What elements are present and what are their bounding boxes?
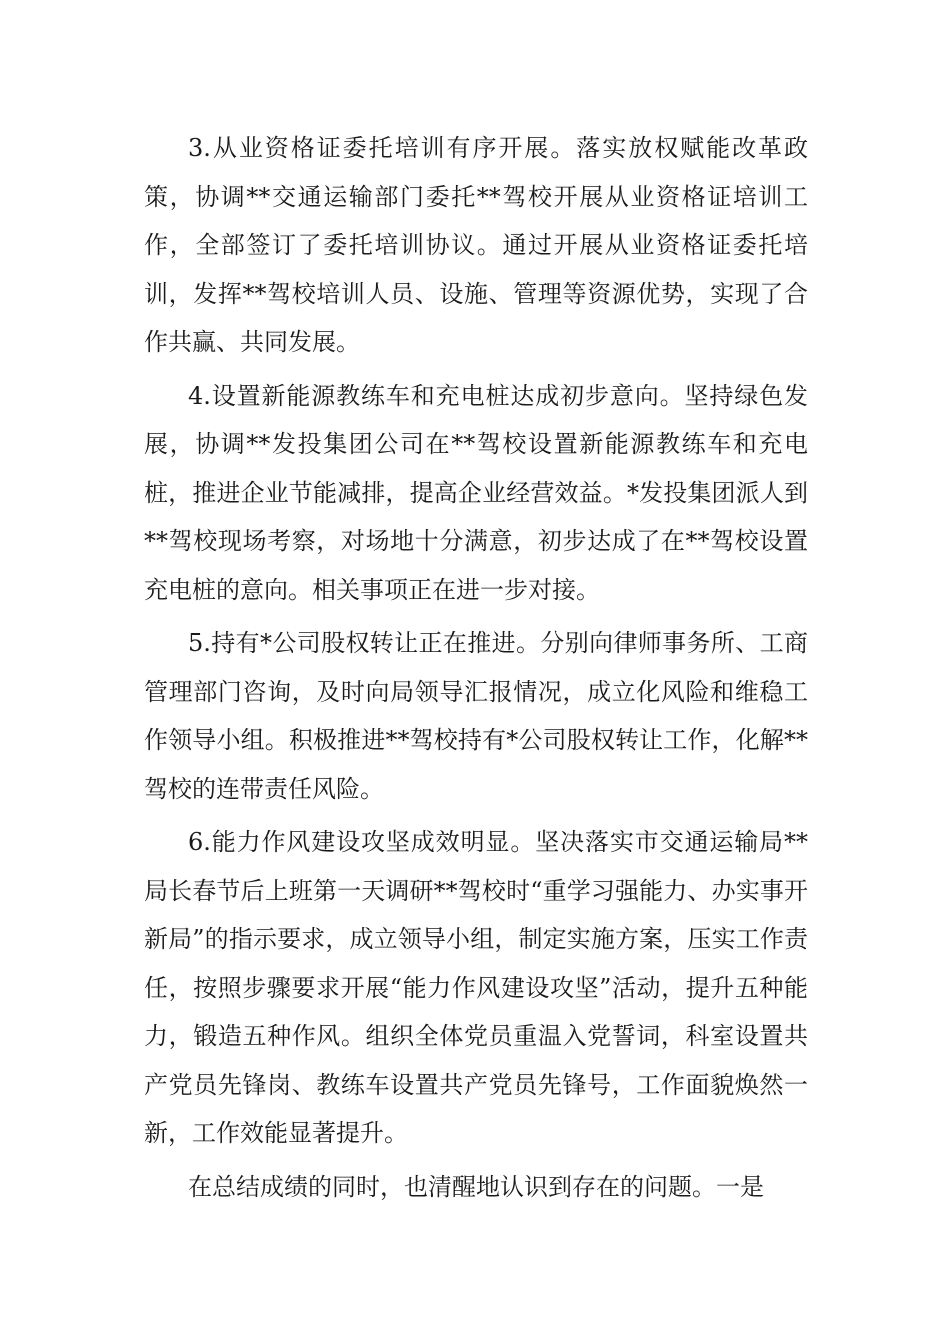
paragraph-item-6: 6.能力作风建设攻坚成效明显。坚决落实市交通运输局**局长春节后上班第一天调研**驾校时“重学习强能力、办实事开新局”的指示要求，成立领导小组，制定实施方案，压实工作责任，按照步骤要求开展“能力作风建设攻坚”活动，提升五种能力，锻造五种作风。组织全体党员重温入党誓词，科室设置共产党员先锋岗、教练车设置共产党员先锋号，工作面貌焕然一新，工作效能显著提升。 [144, 828, 808, 1147]
paragraph-problems: 在总结成绩的同时，也清醒地认识到存在的问题。一是 [188, 1172, 764, 1201]
document-body [144, 124, 808, 1216]
paragraph-item-3: 3.从业资格证委托培训有序开展。落实放权赋能改革政策，协调**交通运输部门委托**驾校开展从业资格证培训工作，全部签订了委托培训协议。通过开展从业资格证委托培训，发挥**驾校培训人员、设施、管理等资源优势，实现了合作共赢、共同发展。 [144, 134, 808, 356]
paragraph-item-5: 5.持有*公司股权转让正在推进。分别向律师事务所、工商管理部门咨询，及时向局领导汇报情况，成立化风险和维稳工作领导小组。积极推进**驾校持有*公司股权转让工作，化解**驾校的连带责任风险。 [144, 629, 808, 803]
paragraph-item-4: 4.设置新能源教练车和充电桩达成初步意向。坚持绿色发展，协调**发投集团公司在**驾校设置新能源教练车和充电桩，推进企业节能减排，提高企业经营效益。*发投集团派人到**驾校现场考察，对场地十分满意，初步达成了在**驾校设置充电桩的意向。相关事项正在进一步对接。 [144, 381, 808, 604]
